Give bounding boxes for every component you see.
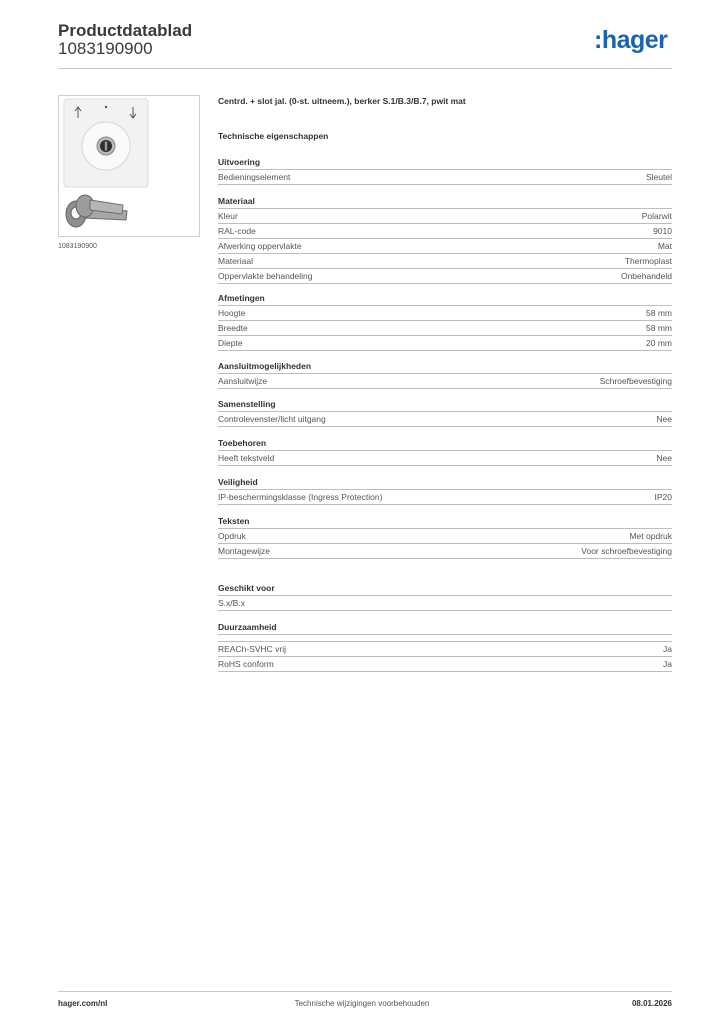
spec-label: Kleur — [218, 211, 238, 221]
spec-value: Nee — [656, 453, 672, 463]
spec-row — [218, 657, 672, 672]
spec-label: Afwerking oppervlakte — [218, 241, 302, 251]
section-heading: Samenstelling — [218, 397, 672, 412]
spec-value: Thermoplast — [624, 256, 672, 266]
section-teksten — [218, 514, 672, 559]
spec-row — [218, 412, 672, 427]
spec-row — [218, 336, 672, 351]
spec-row — [218, 170, 672, 185]
section-heading: Uitvoering — [218, 155, 672, 170]
product-number: 1083190900 — [58, 39, 153, 58]
section-heading: Veiligheid — [218, 475, 672, 490]
spec-value: Mat — [657, 241, 672, 251]
spec-label: RoHS conform — [218, 659, 274, 669]
spec-label: Breedte — [218, 323, 248, 333]
spec-row — [218, 544, 672, 559]
spec-row — [218, 451, 672, 466]
spec-row — [218, 269, 672, 284]
page-title: Productdatablad — [58, 21, 193, 40]
section-toebehoren — [218, 436, 672, 466]
section-heading: Teksten — [218, 514, 672, 529]
section-heading: Materiaal — [218, 194, 672, 209]
spec-row — [218, 596, 672, 611]
spec-row — [218, 490, 672, 505]
section-afmetingen — [218, 291, 672, 351]
spec-row — [218, 224, 672, 239]
section-materiaal — [218, 194, 672, 284]
spec-label: S.x/B.x — [218, 598, 245, 608]
spec-value: Met opdruk — [629, 531, 672, 541]
technical-properties-heading: Technische eigenschappen — [218, 131, 329, 141]
spec-label: Opdruk — [218, 531, 246, 541]
section-heading: Geschikt voor — [218, 581, 672, 596]
spec-row — [218, 321, 672, 336]
image-caption: 1083190900 — [58, 243, 97, 250]
hager-logo: :hager — [594, 26, 668, 54]
spec-label: RAL-code — [218, 226, 256, 236]
spec-label: Materiaal — [218, 256, 253, 266]
spec-label: Diepte — [218, 338, 243, 348]
section-aansluitmogelijkheden — [218, 359, 672, 389]
section-uitvoering — [218, 155, 672, 185]
footer-divider — [58, 991, 672, 992]
footer-date: 08.01.2026 — [631, 999, 672, 1008]
section-heading: Afmetingen — [218, 291, 672, 306]
product-image — [58, 95, 200, 237]
spec-value: Schroefbevestiging — [599, 376, 672, 386]
spec-label: IP-beschermingsklasse (Ingress Protection) — [218, 492, 383, 502]
spec-label: Oppervlakte behandeling — [218, 271, 313, 281]
section-heading: Aansluitmogelijkheden — [218, 359, 672, 374]
spec-value: 9010 — [653, 226, 672, 236]
section-samenstelling — [218, 397, 672, 427]
spec-row — [218, 641, 672, 657]
section-heading: Toebehoren — [218, 436, 672, 451]
spec-label: Montagewijze — [218, 546, 270, 556]
spec-row — [218, 254, 672, 269]
spec-value: Onbehandeld — [620, 271, 672, 281]
spec-label: Heeft tekstveld — [218, 453, 275, 463]
spec-value: 58 mm — [646, 323, 672, 333]
footer-disclaimer: Technische wijzigingen voorbehouden — [294, 999, 430, 1008]
spec-label: Hoogte — [218, 308, 246, 318]
section-veiligheid — [218, 475, 672, 505]
spec-label: Aansluitwijze — [218, 376, 268, 386]
spec-label: Bedieningselement — [218, 172, 291, 182]
spec-value: Sleutel — [646, 172, 672, 182]
spec-value: Nee — [656, 414, 672, 424]
spec-value: Polarwit — [641, 211, 672, 221]
header-divider — [58, 68, 672, 69]
spec-row — [218, 529, 672, 544]
spec-value: Voor schroefbevestiging — [581, 546, 672, 556]
spec-value: 58 mm — [646, 308, 672, 318]
section-duurzaamheid — [218, 620, 672, 672]
spec-value: Ja — [663, 644, 672, 654]
spec-label: Controlevenster/licht uitgang — [218, 414, 326, 424]
spec-value: Ja — [663, 659, 672, 669]
spec-row — [218, 374, 672, 389]
spec-row — [218, 239, 672, 254]
product-title: Centrd. + slot jal. (0-st. uitneem.), berker S.1/B.3/B.7, pwit mat — [218, 96, 466, 106]
product-photo — [59, 96, 199, 236]
spec-label: REACh-SVHC vrij — [218, 644, 287, 654]
section-heading: Duurzaamheid — [218, 620, 672, 635]
spec-value: IP20 — [654, 492, 672, 502]
footer-website-link[interactable]: hager.com/nl — [58, 999, 108, 1008]
spec-value: 20 mm — [646, 338, 672, 348]
section-geschikt-voor — [218, 581, 672, 611]
spec-row — [218, 209, 672, 224]
spec-row — [218, 306, 672, 321]
